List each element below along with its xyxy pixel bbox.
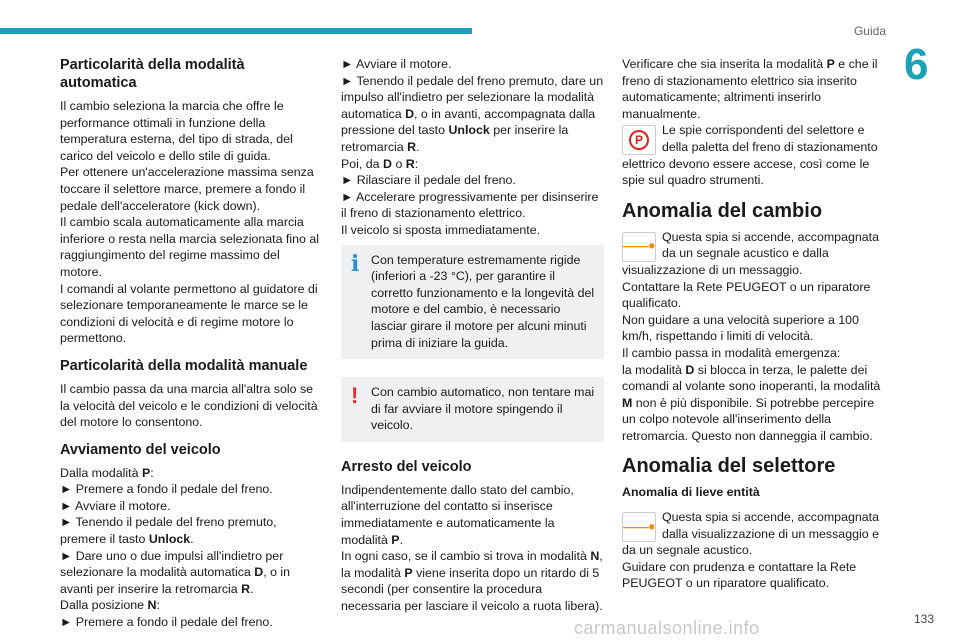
no-drive-text: Non guidare a una velocità superiore a 100 km/h, rispettando i limiti di velocità. <box>622 312 859 344</box>
step-brake: ► Premere a fondo il pedale del freno. <box>60 482 273 497</box>
auto-scale-text: Il cambio scala automaticamente alla marcia inferiore o resta nella marcia selezionata fino al raggiungimento del regime massimo del motore. <box>60 215 319 279</box>
info-box-text: Con temperature estremamente rigide (inferiori a -23 °C), per garantire il corretto funzionamento e la longevità del motore e del cambio, è necessario lasciar girare il motore per alcuni minuti prima di iniziare la guida. <box>371 252 595 350</box>
watermark: carmanualsonline.info <box>574 618 760 638</box>
stop-text: Indipendentemente dallo stato del cambio, all'interruzione del contatto si inserisce immediatamente e automaticamente la modalità P. <box>341 482 574 547</box>
column-2 <box>341 56 604 615</box>
moves-text: Il veicolo si sposta immediatamente. <box>341 222 541 237</box>
step-hold-brake: ► Tenendo il pedale del freno premuto, premere il tasto Unlock. <box>60 515 277 547</box>
minor-fault-heading: Anomalia di lieve entità <box>622 485 760 500</box>
auto-accel-text: Per ottenere un'accelerazione massima senza toccare il selettore marce, premere a fondo il pedale dell'acceleratore (kick down). <box>60 165 314 213</box>
step-brake-2: ► Premere a fondo il pedale del freno. <box>60 615 273 630</box>
step-release: ► Rilasciare il pedale del freno. <box>341 173 516 188</box>
from-p-line: Dalla modalità P: <box>60 465 154 480</box>
warning-icon: ! <box>351 383 359 409</box>
from-n-line: Dalla posizione N: <box>60 598 160 613</box>
warning-box-text: Con cambio automatico, non tentare mai di far avviare il motore spingendo il veicolo. <box>371 385 595 433</box>
contact-text: Contattare la Rete PEUGEOT o un riparatore qualificato. <box>622 279 871 311</box>
selector-lamp-text: Questa spia si accende, accompagnata dalla visualizzazione di un messaggio e da un segnale acustico. <box>622 510 879 558</box>
manual-mode-heading: Particolarità della modalità manuale <box>60 357 308 374</box>
info-box <box>341 245 604 360</box>
column-1 <box>60 56 322 631</box>
drive-care-text: Guidare con prudenza e contattare la Rete PEUGEOT o un riparatore qualificato. <box>622 559 857 591</box>
emergency-detail: la modalità D si blocca in terza, le palette dei comandi al volante sono inoperanti, la modalità M non è più disponibile. Si potrebbe percepire un colpo notevole all'inserimento della retromarcia. Questo non danneggia il cambio. <box>622 362 881 443</box>
verify-text: Verificare che sia inserita la modalità P e che il freno di stazionamento elettrico sia inserito automaticamente; altrimenti inserirlo manualmente. <box>622 57 878 121</box>
gearbox-fault-heading: Anomalia del cambio <box>622 199 823 222</box>
section-title: Guida <box>853 24 886 38</box>
start-heading: Avviamento del veicolo <box>60 441 221 458</box>
step-start-engine: ► Avviare il motore. <box>60 498 171 513</box>
manual-text: Il cambio passa da una marcia all'altra solo se la velocità del veicolo e le condizioni di velocità del motore lo consentono. <box>60 381 318 430</box>
step-accel: ► Accelerare progressivamente per disinserire il freno di stazionamento elettrico. <box>341 189 599 221</box>
selector-lamp-row <box>622 509 884 559</box>
parking-brake-icon: P <box>622 125 656 155</box>
selector-fault-heading: Anomalia del selettore <box>622 455 836 478</box>
auto-steer-text: I comandi al volante permettono al guidatore di selezionare temporaneamente le marce se le condizioni di velocità e di regime motore lo permettono. <box>60 281 318 346</box>
then-line: Poi, da D o R: <box>341 156 419 171</box>
page-number: 133 <box>913 612 934 626</box>
step-start-engine-2: ► Avviare il motore. <box>341 57 452 71</box>
column-3 <box>622 56 884 592</box>
gearbox-lamp-text: Questa spia si accende, accompagnata da un segnale acustico e dalla visualizzazione di un messaggio. <box>622 229 879 277</box>
step-pulses: ► Dare uno o due impulsi all'indietro per selezionare la modalità automatica D, o in avanti per inserire la retromarcia R. <box>60 548 291 596</box>
stop-heading: Arresto del veicolo <box>341 458 472 475</box>
auto-mode-heading: Particolarità della modalità automatica <box>60 57 245 91</box>
wrench-icon-2: ──• <box>622 512 656 542</box>
lamp-text: Le spie corrispondenti del selettore e della paletta del freno di stazionamento elettrico devono essere accese, così come le spie sul quadro strumenti. <box>622 123 878 188</box>
stop-text-2: In ogni caso, se il cambio si trova in modalità N, la modalità P viene inserita dopo un ritardo di 5 secondi (per consentire la procedura necessaria per lasciare il veicolo a ruota libera). <box>341 549 603 614</box>
warning-box <box>341 377 604 442</box>
wrench-icon: ──• <box>622 232 656 262</box>
header-accent-bar <box>0 28 472 34</box>
gearbox-lamp-row <box>622 229 884 279</box>
step-hold-brake-2: ► Tenendo il pedale del freno premuto, dare un impulso all'indietro per selezionare la modalità automatica D, o in avanti, accompagnata dalla pressione del tasto Unlock per inserire la retromarcia R. <box>341 73 604 154</box>
auto-text: Il cambio seleziona la marcia che offre le performance ottimali in funzione della temperatura esterna, del tipo di strada, del carico del veicolo e dello stile di guida. <box>60 99 293 163</box>
park-lamp-row <box>622 122 884 188</box>
chapter-number: 6 <box>904 40 929 89</box>
emergency-text: Il cambio passa in modalità emergenza: <box>622 345 841 360</box>
info-icon: i <box>351 250 360 277</box>
